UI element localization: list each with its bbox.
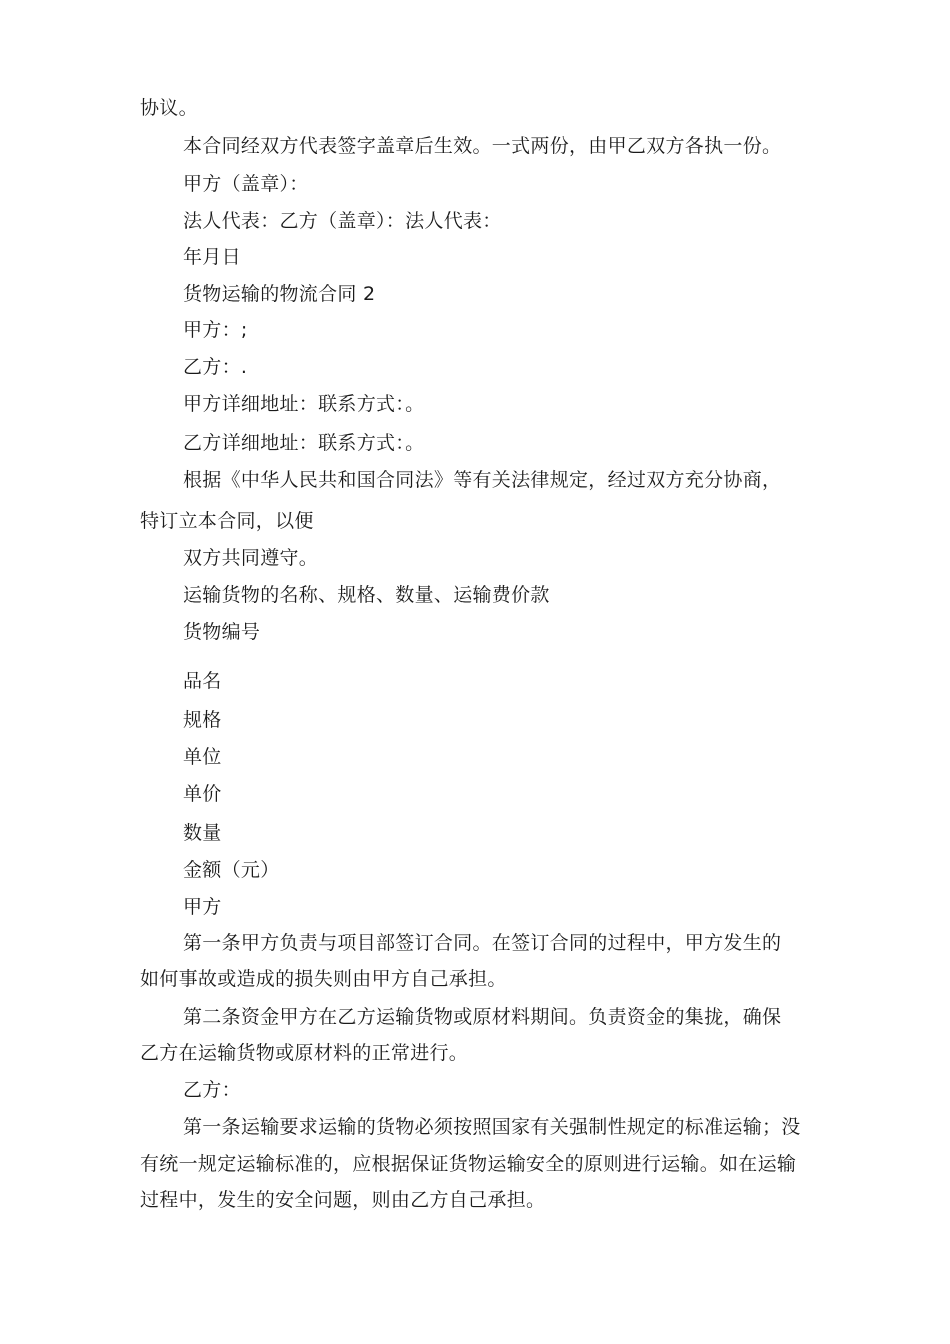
text-line: 根据《中华人民共和国合同法》等有关法律规定，经过双方充分协商，	[183, 469, 782, 491]
text-line: 乙方在运输货物或原材料的正常进行。	[140, 1042, 469, 1064]
text-line: 甲方（盖章）：	[183, 173, 309, 195]
text-line: 特订立本合同，以便	[140, 510, 314, 532]
text-line: 本合同经双方代表签字盖章后生效。一式两份，由甲乙双方各执一份。	[183, 135, 782, 157]
text-line: 金额（元）	[183, 859, 280, 881]
text-line: 货物运输的物流合同 2	[183, 283, 376, 305]
text-line: 乙方：	[183, 1079, 241, 1101]
text-line: 有统一规定运输标准的，应根据保证货物运输安全的原则进行运输。如在运输	[140, 1153, 797, 1175]
text-line: 货物编号	[183, 621, 261, 643]
text-line: 双方共同遵守。	[183, 547, 319, 569]
text-line: 规格	[183, 709, 222, 731]
text-line: 乙方详细地址：联系方式：。	[183, 432, 425, 454]
text-line: 乙方：.	[183, 356, 248, 378]
text-line: 如何事故或造成的损失则由甲方自己承担。	[140, 968, 507, 990]
text-line: 数量	[183, 822, 222, 844]
text-line: 第一条甲方负责与项目部签订合同。在签订合同的过程中，甲方发生的	[183, 932, 782, 954]
text-line: 单价	[183, 783, 222, 805]
text-line: 过程中，发生的安全问题，则由乙方自己承担。	[140, 1189, 546, 1211]
text-line: 法人代表：乙方（盖章）：法人代表：	[183, 210, 502, 232]
text-line: 甲方	[183, 896, 222, 918]
text-line: 品名	[183, 670, 222, 692]
text-line: 单位	[183, 746, 222, 768]
text-line: 第二条资金甲方在乙方运输货物或原材料期间。负责资金的集拢，确保	[183, 1006, 782, 1028]
text-line: 甲方详细地址：联系方式：。	[183, 393, 425, 415]
text-line: 运输货物的名称、规格、数量、运输费价款	[183, 584, 550, 606]
text-line: 第一条运输要求运输的货物必须按照国家有关强制性规定的标准运输；没	[183, 1116, 801, 1138]
text-line: 协议。	[140, 97, 198, 119]
text-line: 年月日	[183, 246, 241, 268]
text-line: 甲方：;	[183, 319, 248, 341]
